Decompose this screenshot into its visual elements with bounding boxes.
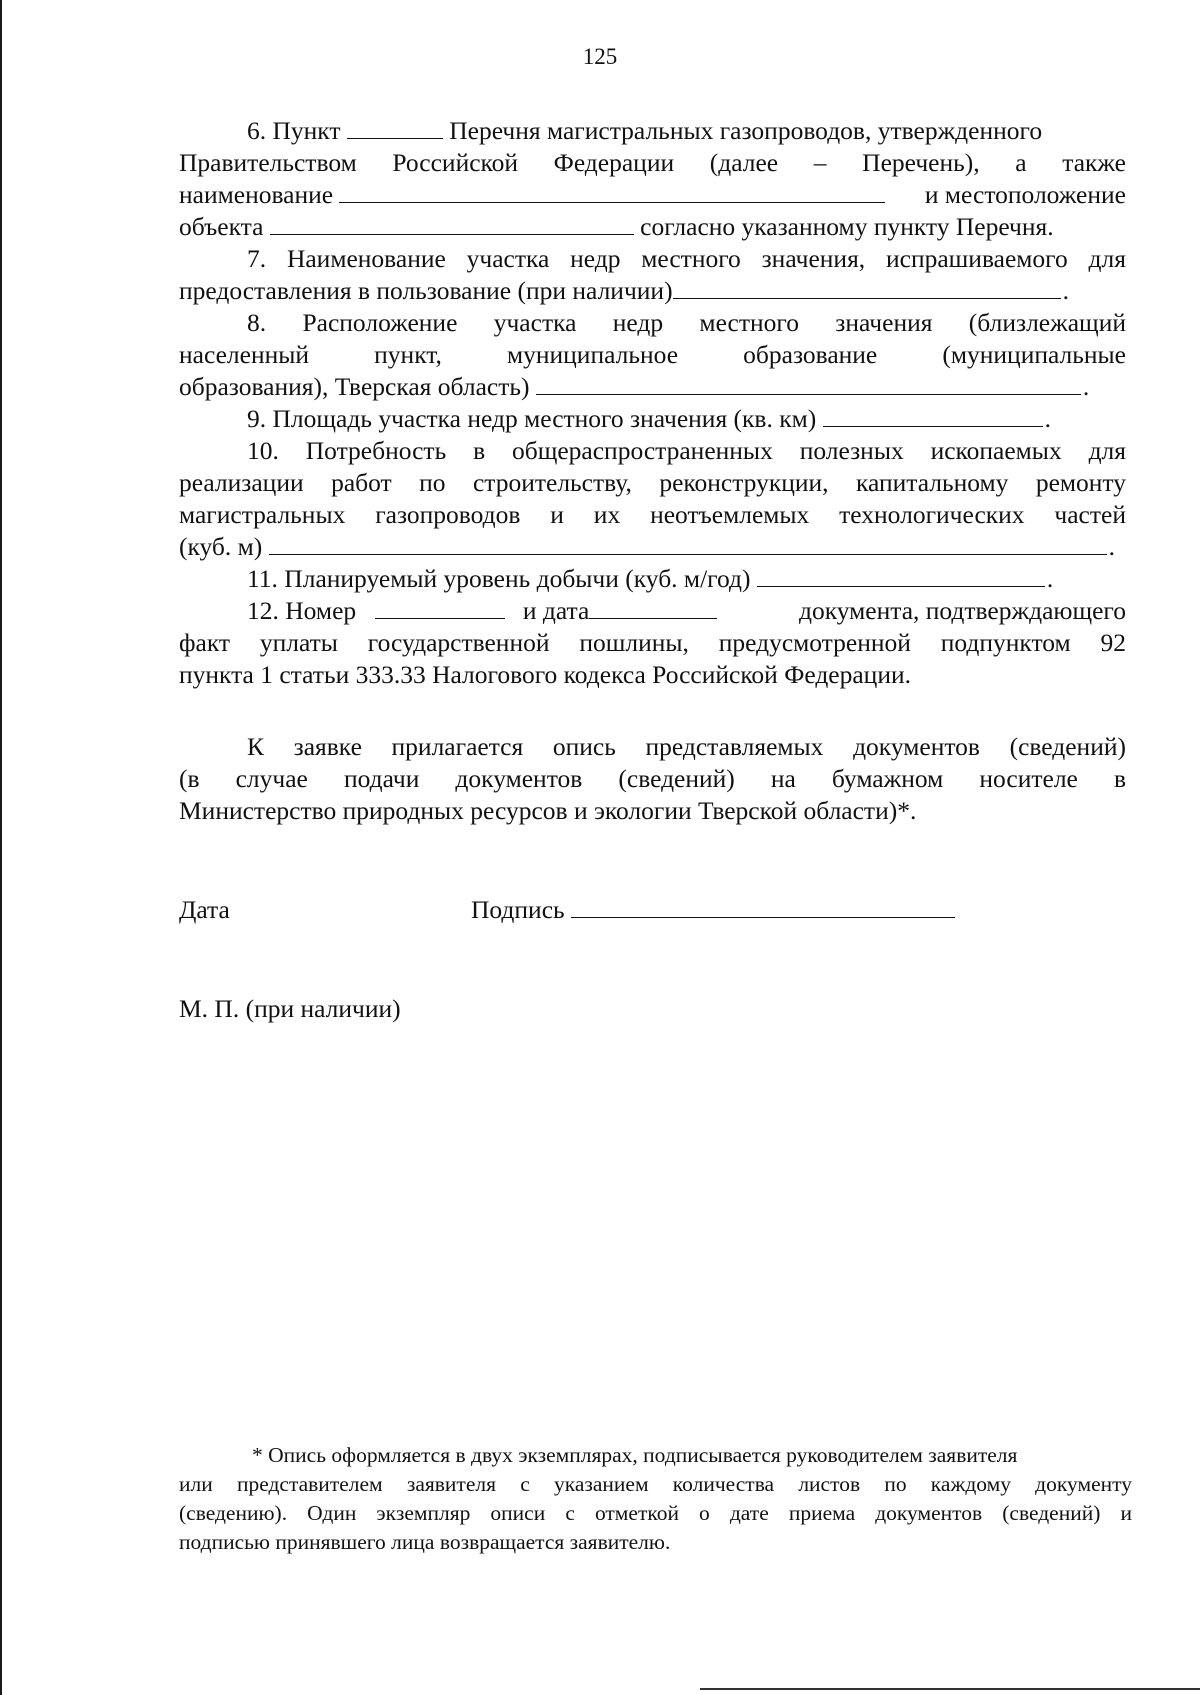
item-10-line-3: магистральных газопроводов и их неотъемлемых технологических частей (179, 500, 1126, 529)
item-6-object-blank (270, 212, 634, 235)
item-6-line-2: Правительством Российской Федерации (далее – Перечень), а также (179, 148, 1126, 177)
signature-blank (571, 895, 955, 918)
attachment-line-2: (в случае подачи документов (сведений) на бумажном носителе в (179, 764, 1126, 793)
item-7-line-2: предоставления в пользование (при наличии) . (179, 276, 1069, 305)
item-12-date-blank (589, 596, 717, 619)
signature-field (471, 894, 955, 926)
item-7-blank (673, 276, 1061, 299)
item-12-line-1 (247, 595, 1126, 627)
item-10-line-2: реализации работ по строительству, реконструкции, капитальному ремонту (179, 468, 1126, 497)
item-6-line-3 (179, 179, 1126, 211)
item-8-line-3: образования), Тверская область) . (179, 372, 1090, 401)
item-12-date-label: и дата (522, 596, 590, 625)
item-6-point-blank (347, 116, 443, 139)
item-8-blank (536, 372, 1081, 395)
item-10-line-4: (куб. м) . (179, 532, 1116, 561)
item-6-label: 6. Пункт (247, 116, 341, 145)
item-11-blank (757, 564, 1045, 587)
item-6-location-label: и местоположение (924, 180, 1126, 209)
item-9-label: 9. Площадь участка недр местного значения (кв. км) (247, 404, 817, 433)
footnote-line-3: (сведению). Один экземпляр описи с отметкой о дате приема документов (сведений) и (179, 1501, 1132, 1525)
item-8-label: образования), Тверская область) (179, 372, 530, 401)
item-9-blank (823, 404, 1043, 427)
item-6-line-4 (179, 211, 1126, 243)
attachment-line-1: К заявке прилагается опись представляемых документов (сведений) (247, 732, 1126, 761)
item-12-line-3: пункта 1 статьи 333.33 Налогового кодекса Российской Федерации. (179, 660, 911, 689)
signature-label: Подпись (471, 895, 565, 924)
item-6-object-label: объекта (179, 212, 264, 241)
date-label: Дата (179, 895, 230, 924)
item-12-number-label: 12. Номер (247, 596, 357, 625)
footnote-line-1: * Опись оформляется в двух экземплярах, подписывается руководителем заявителя (252, 1443, 1018, 1467)
item-12-number-blank (375, 596, 505, 619)
item-6-line-1 (247, 115, 1126, 147)
item-10-label: (куб. м) (179, 532, 263, 561)
item-6-name-label: наименование (179, 180, 334, 209)
item-6-name-blank (339, 180, 885, 203)
item-6-text: Перечня магистральных газопроводов, утвержденного (449, 116, 1043, 145)
item-12-document-label: документа, подтверждающего (798, 596, 1126, 625)
item-12-line-2: факт уплаты государственной пошлины, предусмотренной подпунктом 92 (179, 628, 1126, 657)
page-number: 125 (582, 44, 618, 69)
footnote-line-2: или представителем заявителя с указанием количества листов по каждому документу (179, 1472, 1132, 1496)
stamp-label: М. П. (при наличии) (179, 994, 401, 1023)
item-11-label: 11. Планируемый уровень добычи (куб. м/год) (247, 564, 751, 593)
item-7-line-1: 7. Наименование участка недр местного значения, испрашиваемого для (247, 244, 1126, 273)
item-7-label: предоставления в пользование (при наличии) (179, 276, 673, 305)
item-6-object-tail: согласно указанному пункту Перечня. (640, 212, 1054, 241)
scan-edge-left (0, 0, 2, 1695)
footnote-line-4: подписью принявшего лица возвращается заявителю. (179, 1530, 671, 1554)
item-9-line-1: 9. Площадь участка недр местного значения (кв. км) . (247, 404, 1051, 433)
item-10-blank (269, 532, 1107, 555)
item-10-line-1: 10. Потребность в общераспространенных полезных ископаемых для (247, 436, 1126, 465)
scan-edge-bottom (700, 1688, 1200, 1690)
item-8-line-1: 8. Расположение участка недр местного значения (близлежащий (247, 308, 1126, 337)
item-8-line-2: населенный пункт, муниципальное образование (муниципальные (179, 340, 1126, 369)
attachment-line-3: Министерство природных ресурсов и экологии Тверской области)*. (179, 796, 917, 825)
item-11-line-1: 11. Планируемый уровень добычи (куб. м/год) . (247, 564, 1054, 593)
